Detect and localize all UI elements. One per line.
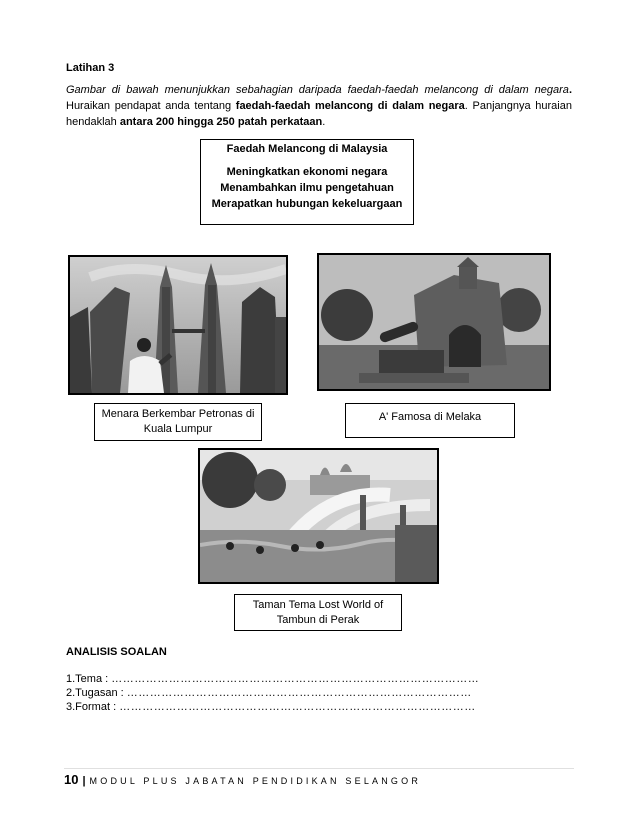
module-title: MODUL PLUS JABATAN PENDIDIKAN SELANGOR (89, 776, 422, 786)
benefit-item: Menambahkan ilmu pengetahuan (220, 182, 394, 194)
answer-blank[interactable]: ………………………………………………………………………………… (119, 701, 476, 713)
intro-length: antara 200 hingga 250 patah perkataan (119, 116, 323, 128)
intro-instruction: Huraikan pendapat anda tentang (66, 100, 236, 112)
answer-blank[interactable]: …………………………………………………………………………………… (111, 673, 480, 685)
analysis-heading: ANALISIS SOALAN (66, 646, 167, 658)
intro-after-topic: . Panjangnya huraian hendaklah (66, 100, 572, 128)
benefit-item: Meningkatkan ekonomi negara (226, 166, 388, 178)
benefits-box (200, 139, 414, 225)
page-number: 10 (64, 772, 79, 787)
benefit-item: Merapatkan hubungan kekeluargaan (211, 198, 403, 210)
intro-italic: Gambar di bawah menunjukkan sebahagian daripada faedah-faedah melancong di dalam negara (66, 84, 569, 96)
famosa-photo (317, 253, 551, 391)
intro-period: . (568, 84, 572, 96)
caption-petronas: Menara Berkembar Petronas di Kuala Lumpur (94, 403, 262, 441)
exercise-title: Latihan 3 (66, 62, 115, 74)
analysis-label: 1.Tema : (66, 673, 112, 685)
benefits-title: Faedah Melancong di Malaysia (226, 143, 388, 155)
caption-famosa: A' Famosa di Melaka (345, 403, 515, 438)
analysis-line-tugasan (66, 687, 472, 699)
intro-topic: faedah-faedah melancong di dalam negara (235, 100, 465, 112)
footer-separator: | (82, 775, 86, 787)
analysis-line-format (66, 701, 476, 713)
caption-lostworld: Taman Tema Lost World of Tambun di Perak (234, 594, 402, 631)
answer-blank[interactable]: ……………………………………………………………………………… (126, 687, 472, 699)
petronas-photo (68, 255, 288, 395)
intro-end: . (322, 116, 326, 128)
lostworld-photo (198, 448, 439, 584)
intro-paragraph (66, 82, 572, 130)
analysis-line-tema (66, 673, 479, 685)
footer-divider (64, 768, 574, 769)
footer (64, 772, 421, 787)
analysis-label: 3.Format : (66, 701, 120, 713)
analysis-label: 2.Tugasan : (66, 687, 127, 699)
